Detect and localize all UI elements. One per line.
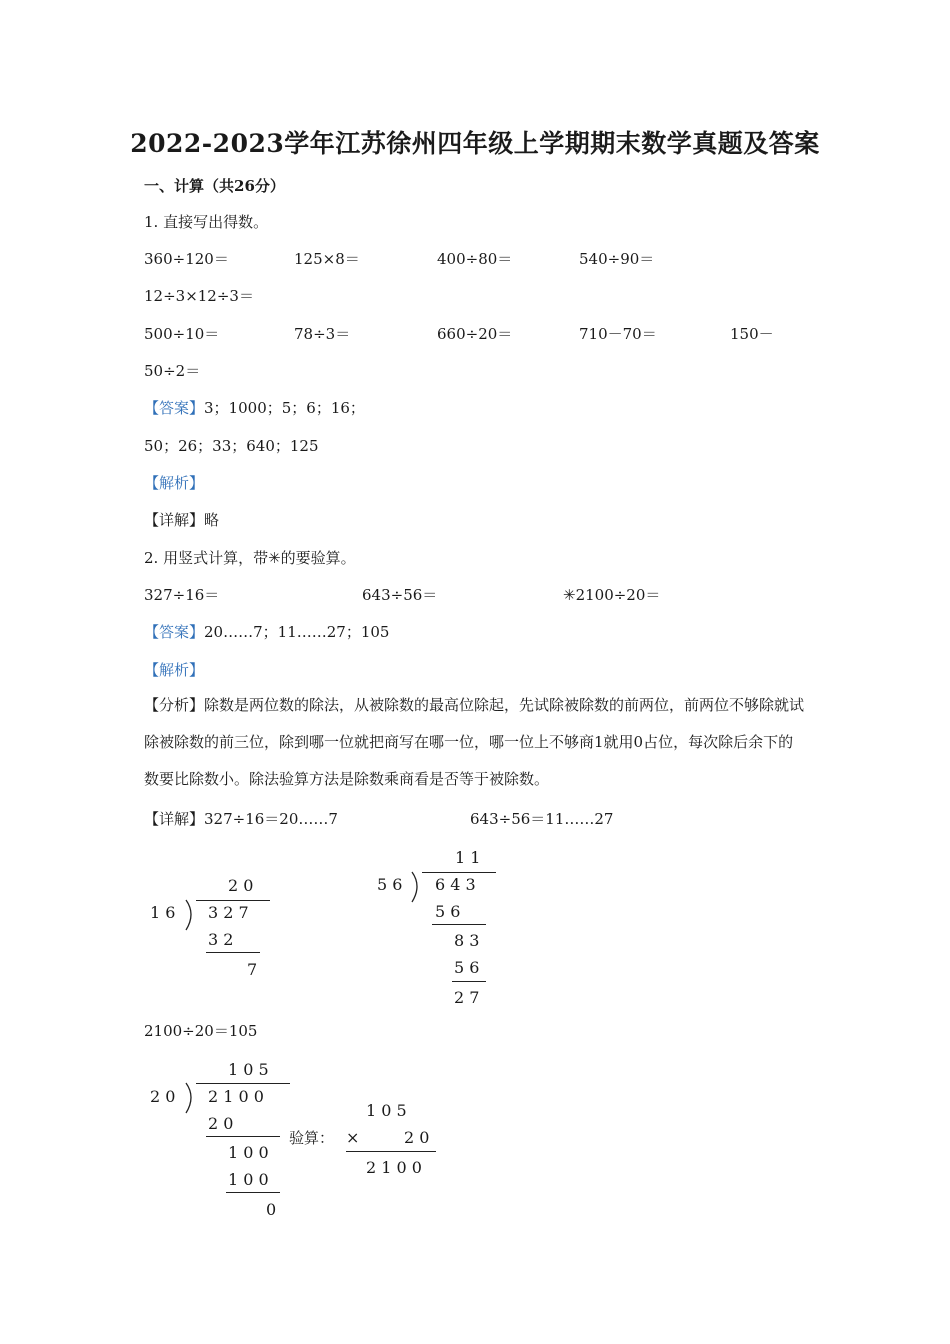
product-line	[346, 1151, 436, 1152]
detail-tag: 【详解】	[144, 810, 205, 828]
q1-item: 78÷3＝	[294, 325, 351, 343]
partial-product: 1 0 0	[228, 1170, 269, 1189]
q1-item: 12÷3×12÷3＝	[144, 287, 254, 305]
q2-item: ✳2100÷20＝	[563, 586, 661, 604]
times-sign: ×	[346, 1128, 360, 1147]
division-bar	[196, 1083, 290, 1084]
answer-text: 3；1000；5；6；16；	[204, 399, 365, 417]
fenxi-tag: 【分析】	[144, 696, 205, 714]
answer-tag: 【答案】	[144, 623, 205, 641]
dividend: 2 1 0 0	[208, 1087, 264, 1106]
q2-detail-c: 2100÷20＝105	[144, 1022, 258, 1040]
q1-item: 125×8＝	[294, 250, 360, 268]
divisor: 2 0	[150, 1087, 176, 1106]
multiplicand: 1 0 5	[366, 1101, 407, 1120]
q1-answer	[144, 398, 365, 418]
answer-text: 20……7；11……27；105	[204, 623, 390, 641]
divisor: 1 6	[150, 903, 176, 922]
q2-answer	[144, 622, 389, 642]
subtraction-line	[432, 924, 486, 925]
q1-item: 400÷80＝	[437, 250, 513, 268]
subtraction-line	[226, 1192, 280, 1193]
fenxi-text: 除数是两位数的除法，从被除数的最高位除起，先试除被除数的前两位，前两位不够除就试除被除数的前三位，除到哪一位就把商写在哪一位，哪一位上不够商1就用0占位，每次除后余下的数要比除数小。除法验算方法是除数乘商看是否等于被除数。	[144, 696, 805, 788]
divisor: 5 6	[377, 875, 403, 894]
q1-item: 50÷2＝	[144, 362, 201, 380]
q1-item: 500÷10＝	[144, 325, 220, 343]
dividend: 6 4 3	[435, 875, 476, 894]
remainder: 2 7	[454, 988, 480, 1007]
quotient: 2 0	[228, 876, 254, 895]
division-bracket	[410, 871, 424, 903]
q1-item: 660÷20＝	[437, 325, 513, 343]
subtraction-line	[452, 981, 486, 982]
partial-product: 3 2	[208, 930, 234, 949]
q2-item: 327÷16＝	[144, 586, 220, 604]
page-title: 2022-2023学年江苏徐州四年级上学期期末数学真题及答案	[130, 129, 820, 158]
multiplier: 2 0	[404, 1128, 430, 1147]
q1-answer-cont: 50；26；33；640；125	[144, 437, 319, 455]
detail-tag: 【详解】	[144, 511, 205, 529]
analysis-tag: 【解析】	[144, 661, 205, 679]
partial-remainder: 1 0 0	[228, 1143, 269, 1162]
dividend: 3 2 7	[208, 903, 249, 922]
remainder: 0	[266, 1200, 277, 1219]
division-bar	[422, 872, 496, 873]
division-bar	[196, 900, 270, 901]
q1-item: 710－70＝	[579, 325, 657, 343]
partial-remainder: 8 3	[454, 931, 480, 950]
remainder: 7	[247, 960, 258, 979]
q2-detail-a	[144, 809, 338, 829]
product: 2 1 0 0	[366, 1158, 422, 1177]
q1-prompt: 1. 直接写出得数。	[144, 213, 269, 231]
quotient: 1 1	[455, 848, 481, 867]
q2-prompt: 2. 用竖式计算，带✳的要验算。	[144, 549, 356, 567]
q1-item: 540÷90＝	[579, 250, 655, 268]
partial-product: 5 6	[454, 958, 480, 977]
detail-text: 略	[204, 511, 220, 529]
partial-product: 5 6	[435, 902, 461, 921]
q1-item: 360÷120＝	[144, 250, 229, 268]
division-bracket	[184, 899, 198, 931]
quotient: 1 0 5	[228, 1060, 269, 1079]
subtraction-line	[206, 1136, 280, 1137]
section-heading: 一、计算（共26分）	[144, 177, 285, 195]
q2-analysis	[144, 687, 808, 798]
subtraction-line	[206, 952, 260, 953]
division-bracket	[184, 1082, 198, 1114]
detail-text: 327÷16＝20……7	[204, 810, 338, 828]
partial-product: 2 0	[208, 1114, 234, 1133]
analysis-tag: 【解析】	[144, 474, 205, 492]
q1-item: 150－	[730, 325, 774, 343]
q2-item: 643÷56＝	[362, 586, 438, 604]
answer-tag: 【答案】	[144, 399, 205, 417]
check-label: 验算：	[289, 1129, 335, 1147]
q2-detail-b: 643÷56＝11……27	[470, 810, 614, 828]
q1-detail	[144, 510, 219, 530]
